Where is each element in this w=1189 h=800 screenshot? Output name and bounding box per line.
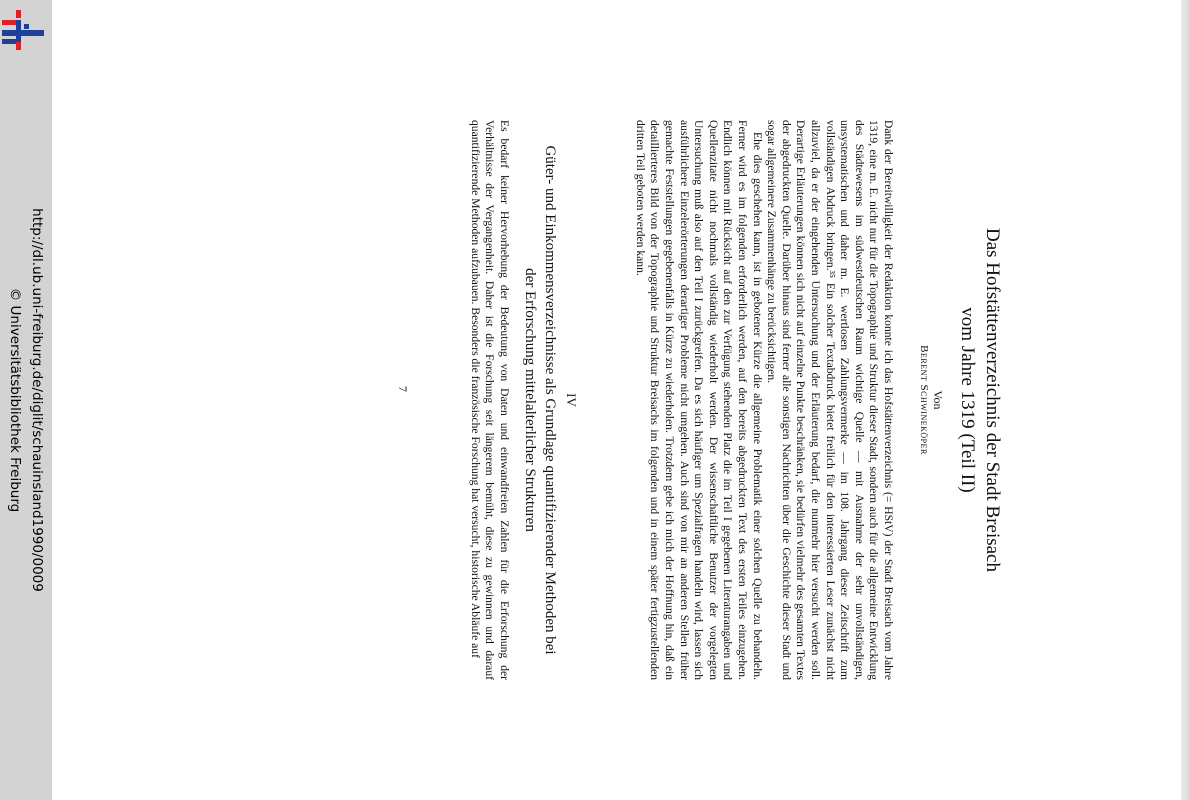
university-logo-icon <box>2 10 44 50</box>
intro-text <box>632 120 895 680</box>
sidebar-text <box>4 208 48 592</box>
document-title <box>955 120 1005 680</box>
page-number: 7 <box>396 386 410 392</box>
title-line-2: vom Jahre 1319 (Teil II) <box>957 307 978 493</box>
section-text <box>467 120 511 680</box>
byline: Von <box>931 390 945 410</box>
section-title: Güter- und Einkommensverzeichnisse als Grundlage quantifizierender Methoden bei der Erforschung mittelalterlicher Strukturen <box>522 145 558 655</box>
document-page <box>315 120 1005 680</box>
section-number: IV <box>564 393 579 407</box>
paragraph-1: Dank der Bereitwilligkeit der Redaktion konnte ich das Hofstättenverzeichnis (= HStV) der Stadt Breisach vom Jahre 1319, eine m. E. nicht nur für die Topographie und Struktur dieser Stadt, sondern auch für die allgemeine Entwicklung des Städtewesens im südwestdeutschen Raum wichtige Quelle — mit Ausnahme der sehr unvollständigen, unsystematischen und daher m. E. wertlosen Zahlungsvermerke — im 108. Jahrgang dieser Zeitschrift zum vollständigen Abdruck bringen.³⁵ Ein solcher Textabdruck bietet freilich für den interessierten Leser zunächst nicht allzuviel, da er der eingehenden Untersuchung und der Erläuterung bedarf, die nunmehr hier versucht werden soll. Derartige Erläuterungen können sich nicht auf einzelne Punkte beschränken, sie bedürfen vielmehr des gesamten Textes der abgedruckten Quelle. Darüber hinaus sind ferner alle sonstigen Nachrichten über die Geschichte dieser Stadt und sogar allgemeinere Zusammenhänge zu berücksichtigen. <box>765 120 895 680</box>
viewer-sidebar <box>0 0 52 800</box>
paragraph-2: Ehe dies geschehen kann, ist in gebotener Kürze die allgemeine Problematik einer solchen Quelle zu behandeln. Ferner wird es im folgenden erforderlich werden, auf den bereits abgedruckten Text des ersten Teiles einzugehen. Endlich können mit Rücksicht auf den zur Verfügung stehenden Platz die im Teil I gegebenen Literaturangaben und Quellenzitate nicht nochmals vollständig wiederholt werden. Der wissenschaftliche Benutzer der vorgelegten Untersuchung muß also auf den Teil I zurückgreifen. Da es sich häufiger um Spezialfragen handeln wird, lassen sich ausführlichere Einzelerörterungen derartiger Probleme nicht umgehen. Auch sind von mir an anderen Stellen früher gemachte Feststellungen gegebenenfalls in Kürze zu wiederholen. Trotzdem gebe ich mich der Hoffnung hin, daß ein detaillierteres Bild von der Topographie und Struktur Breisachs im folgenden und in einem später fertigzustellenden dritten Teil geboten werden kann. <box>633 120 764 680</box>
scrollbar-edge[interactable] <box>1181 0 1189 800</box>
author-name: Berent Schwineköper <box>918 345 930 455</box>
source-url[interactable]: http://dl.ub.uni-freiburg.de/diglit/schauinsland1990/0009 <box>29 208 45 592</box>
title-line-1: Das Hofstättenverzeichnis der Stadt Breisach <box>982 228 1003 572</box>
paragraph-3: Es bedarf keiner Hervorhebung der Bedeutung von Daten und einwandfreien Zahlen für die Erforschung der Verhältnisse der Vergangenheit. Daher ist die Forschung seit längerem bemüht, diese zu gewinnen und darauf quantifizierende Methoden aufzubauen. Besonders die französische Forschung hat versucht, historische Abläufe auf <box>468 120 511 680</box>
copyright-notice: © Universitätsbibliothek Freiburg <box>7 287 23 513</box>
